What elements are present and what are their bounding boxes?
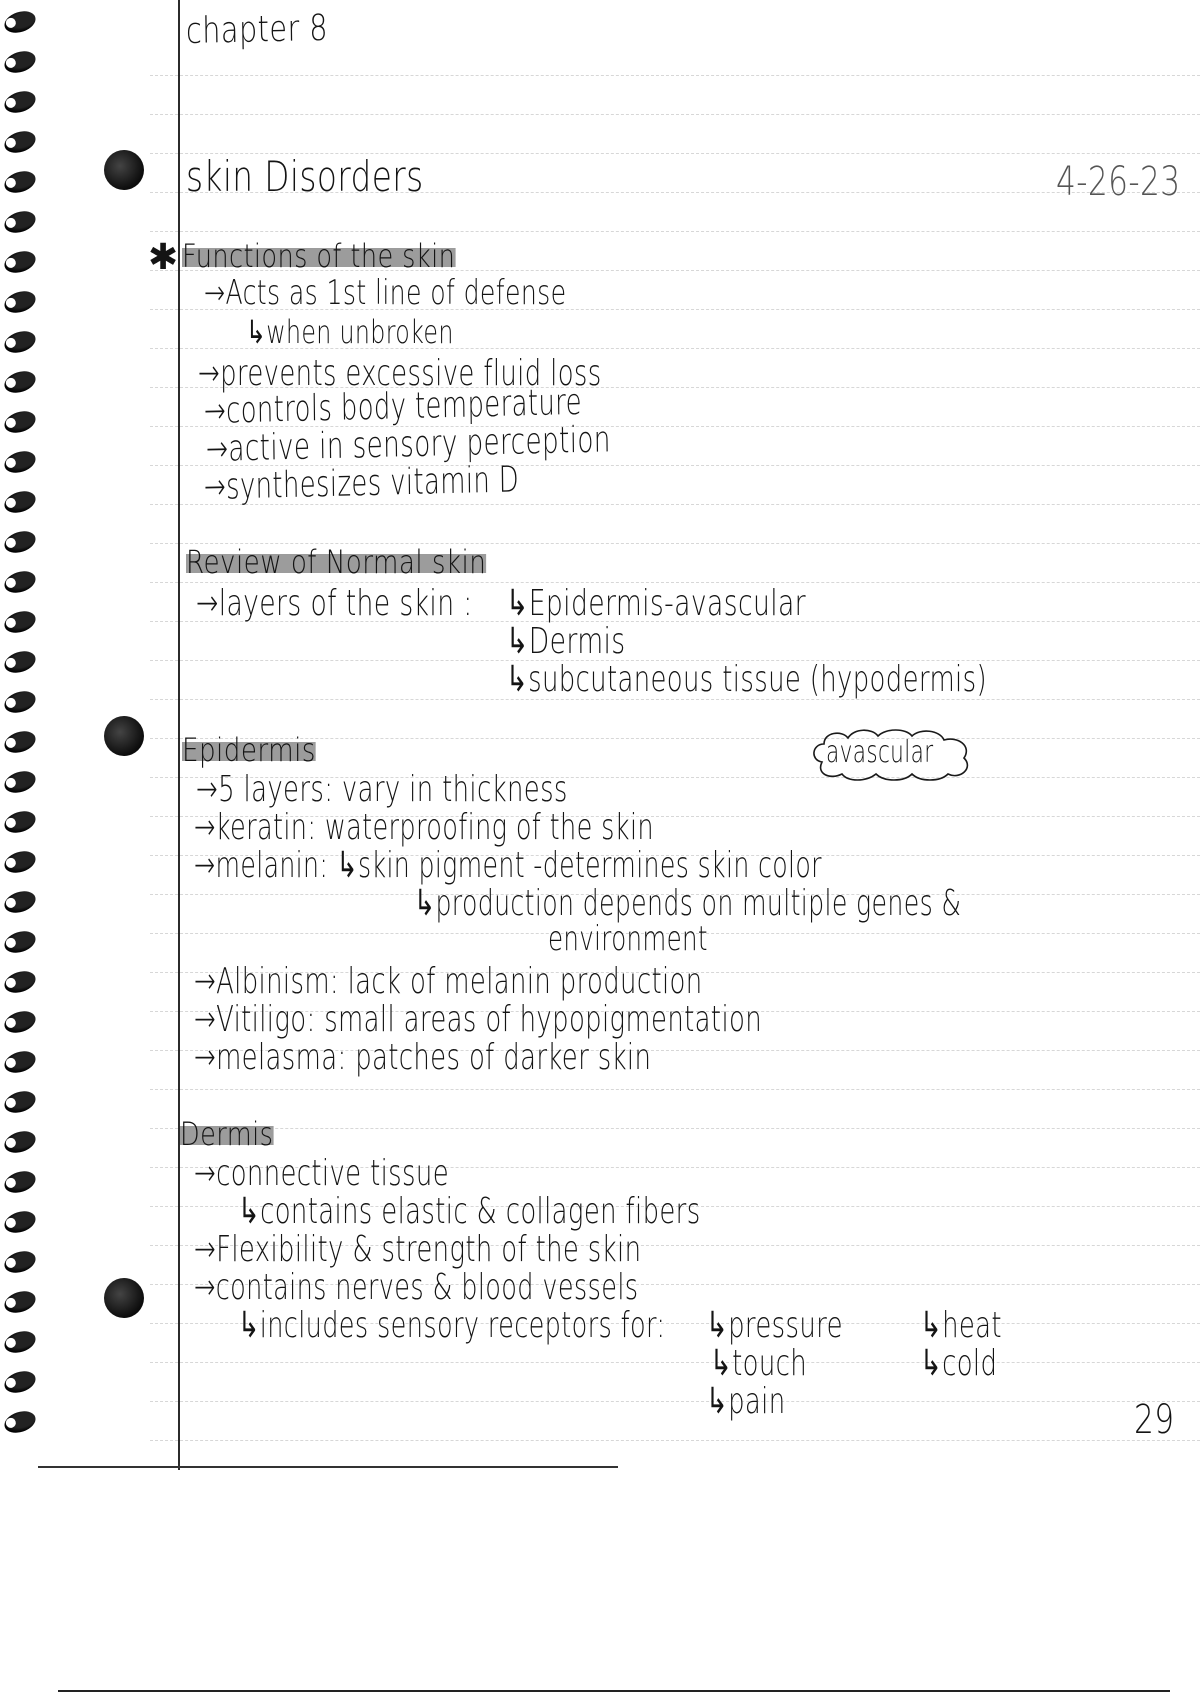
spiral-ring: [2, 448, 39, 477]
paper-bottom-edge: [38, 1466, 618, 1468]
spiral-ring: [2, 8, 39, 37]
spiral-ring: [2, 328, 39, 357]
spiral-ring: [2, 488, 39, 517]
spiral-ring: [2, 848, 39, 877]
receptor-item: ↳cold: [920, 1343, 998, 1384]
spiral-ring: [2, 1128, 39, 1157]
section-heading-functions: Functions of the skin: [182, 237, 456, 275]
spiral-ring: [2, 168, 39, 197]
page-number: 29: [1134, 1397, 1175, 1443]
ruled-line: [150, 1440, 1200, 1441]
ruled-line: [150, 1362, 1200, 1363]
punch-hole: [104, 716, 144, 756]
layer-item: ↳Epidermis-avascular: [506, 583, 807, 624]
receptor-item: ↳pain: [706, 1381, 786, 1422]
note-line: →active in sensory perception: [205, 419, 612, 470]
ruled-line: [150, 231, 1200, 232]
spiral-ring: [2, 1048, 39, 1077]
spiral-ring: [2, 528, 39, 557]
note-line: →keratin: waterproofing of the skin: [194, 807, 654, 848]
page-title: skin Disorders: [186, 152, 424, 201]
ruled-line: [150, 1128, 1200, 1129]
spiral-ring: [2, 888, 39, 917]
note-line: →Flexibility & strength of the skin: [194, 1229, 642, 1270]
date-label: 4-26-23: [1056, 159, 1181, 205]
margin-line: [178, 0, 180, 1470]
note-line: →connective tissue: [194, 1153, 450, 1194]
spiral-ring: [2, 88, 39, 117]
spiral-ring: [2, 1408, 39, 1437]
spiral-ring: [2, 368, 39, 397]
ruled-line: [150, 75, 1200, 76]
spiral-ring: [2, 408, 39, 437]
spiral-ring: [2, 728, 39, 757]
chapter-label: chapter 8: [185, 7, 329, 52]
receptor-item: ↳touch: [710, 1343, 808, 1384]
spiral-ring: [2, 288, 39, 317]
spiral-ring: [2, 608, 39, 637]
spiral-ring: [2, 1248, 39, 1277]
note-line: →melasma: patches of darker skin: [194, 1037, 652, 1078]
note-line: ↳contains elastic & collagen fibers: [238, 1191, 701, 1232]
section-heading-epidermis: Epidermis: [182, 731, 316, 769]
asterisk-mark: ✱: [148, 237, 179, 278]
note-line: →Acts as 1st line of defense: [204, 273, 567, 313]
note-line: →contains nerves & blood vessels: [194, 1267, 639, 1308]
spiral-ring: [2, 208, 39, 237]
receptor-item: ↳heat: [920, 1305, 1002, 1346]
spiral-ring: [2, 1208, 39, 1237]
note-line: →melanin: ↳skin pigment -determines skin color: [194, 845, 822, 886]
note-line: ↳includes sensory receptors for:: [238, 1305, 666, 1346]
note-line: →synthesizes vitamin D: [203, 459, 520, 508]
spiral-ring: [2, 928, 39, 957]
note-line: →Albinism: lack of melanin production: [194, 961, 703, 1002]
spiral-ring: [2, 1368, 39, 1397]
bottom-divider: [58, 1690, 1170, 1692]
spiral-ring: [2, 1088, 39, 1117]
layer-item: ↳Dermis: [506, 621, 626, 662]
spiral-ring: [2, 48, 39, 77]
spiral-ring: [2, 1288, 39, 1317]
spiral-ring: [2, 1008, 39, 1037]
spiral-ring: [2, 1168, 39, 1197]
spiral-ring: [2, 648, 39, 677]
spiral-ring: [2, 808, 39, 837]
spiral-ring: [2, 688, 39, 717]
note-line: →5 layers: vary in thickness: [196, 769, 568, 810]
note-line: environment: [548, 919, 708, 959]
section-heading-dermis: Dermis: [180, 1115, 274, 1153]
punch-hole: [104, 150, 144, 190]
ruled-line: [150, 1401, 1200, 1402]
ruled-line: [150, 114, 1200, 115]
spiral-ring: [2, 248, 39, 277]
note-line: →prevents excessive fluid loss: [198, 353, 602, 394]
note-line: ↳production depends on multiple genes &: [414, 883, 962, 924]
spiral-ring: [2, 768, 39, 797]
note-line: →Vitiligo: small areas of hypopigmentation: [194, 999, 763, 1040]
note-line: →controls body temperature: [203, 381, 583, 432]
receptor-item: ↳pressure: [706, 1305, 843, 1346]
spiral-ring: [2, 568, 39, 597]
note-line: ↳when unbroken: [246, 313, 454, 351]
spiral-ring: [2, 968, 39, 997]
punch-hole: [104, 1278, 144, 1318]
layer-item: ↳subcutaneous tissue (hypodermis): [506, 659, 987, 700]
spiral-ring: [2, 1328, 39, 1357]
ruled-line: [150, 1089, 1200, 1090]
layers-label: →layers of the skin :: [196, 583, 473, 624]
spiral-ring: [2, 128, 39, 157]
cloud-callout-text: avascular: [826, 735, 934, 770]
avascular-cloud-callout: [808, 726, 976, 782]
section-heading-review: Review of Normal skin: [186, 543, 487, 581]
